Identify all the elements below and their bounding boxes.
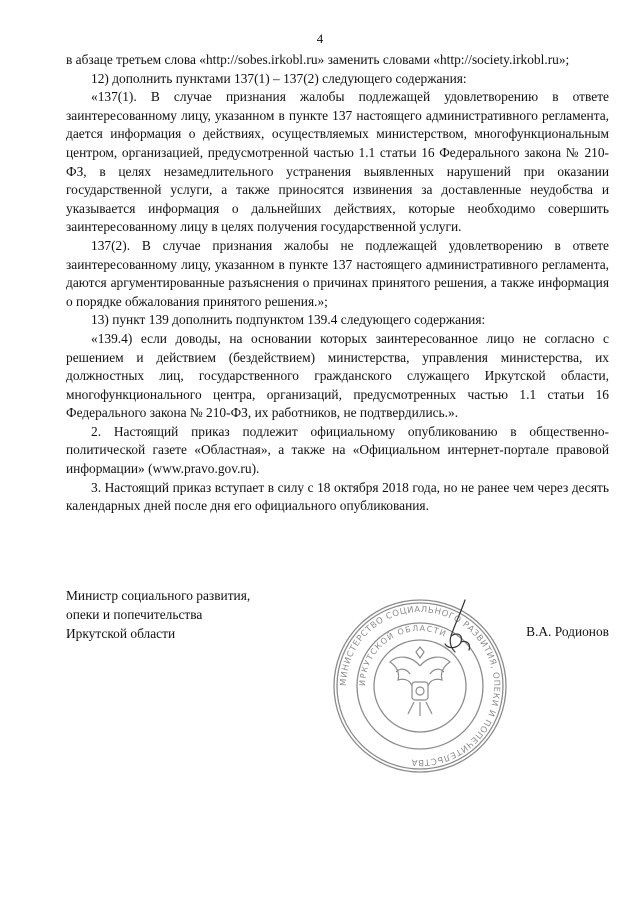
seal-inner-text: ИРКУТСКОЙ ОБЛАСТИ [357, 623, 449, 687]
paragraph-2: 12) дополнить пунктами 137(1) – 137(2) следующего содержания: [91, 70, 467, 86]
paragraph-3: «137(1). В случае признания жалобы подлежащей удовлетворению в ответе заинтересованному лицу, указанном в пункте 137 настоящего административного регламента, дается информация о действиях, осуществляемых министерством, многофункциональным центром, организацией, предусмотренной частью 1.1 статьи 16 Федерального закона № 210-ФЗ, в целях незамедлительного устранения выявленных нарушений при оказании государственной услуги, а также приносятся извинения за доставленные неудобства и указывается информация о дальнейших действиях, которые необходимо совершить заинтересованному лицу в целях получения государственной услуги. [66, 89, 609, 235]
paragraph-6: «139.4) если доводы, на основании которых заинтересованное лицо не согласно с решением и действием (бездействием) министерства, управления министерства, их должностных лиц, государственного гражданского служащего Иркутской области, многофункционального центра, организаций, предусмотренных частью 1.1 статьи 16 Федерального закона № 210-ФЗ, их работников, не подтвердились.». [66, 330, 609, 421]
paragraph-7: 2. Настоящий приказ подлежит официальному опубликованию в общественно-политической газете «Областная», а также на «Официальном интернет-портале правовой информации» (www.pravo.gov.ru). [66, 423, 609, 477]
page-number: 4 [316, 31, 324, 46]
signer-name: В.А. Родионов [526, 624, 609, 639]
paragraph-1: в абзаце третьем слова «http://sobes.irkobl.ru» заменить словами «http://society.irkobl.ru»; [66, 52, 570, 67]
signatory-position [66, 586, 250, 643]
paragraph-8: 3. Настоящий приказ вступает в силу с 18 октября 2018 года, но не ранее чем через десять календарных дней после дня его официального опубликования. [66, 479, 609, 514]
handwritten-signature-icon [437, 598, 477, 658]
paragraph-5: 13) пункт 139 дополнить подпунктом 139.4 следующего содержания: [91, 312, 486, 328]
paragraph-4: 137(2). В случае признания жалобы не подлежащей удовлетворению в ответе заинтересованному лицу, указанном в пункте 137 настоящего административного регламента, даются аргументированные разъяснения о причинах принятого решения, а также информация о порядке обжалования принятого решения.»; [66, 237, 609, 309]
document-body [66, 51, 609, 516]
seal-outer-text: МИНИСТЕРСТВО СОЦИАЛЬНОГО РАЗВИТИЯ, ОПЕКИ И ПОПЕЧИТЕЛЬСТВА [338, 604, 502, 768]
position-line: опеки и попечительства [66, 607, 203, 622]
official-seal-icon [330, 596, 510, 776]
position-line: Иркутской области [66, 626, 176, 641]
position-line: Министр социального развития, [66, 588, 251, 603]
